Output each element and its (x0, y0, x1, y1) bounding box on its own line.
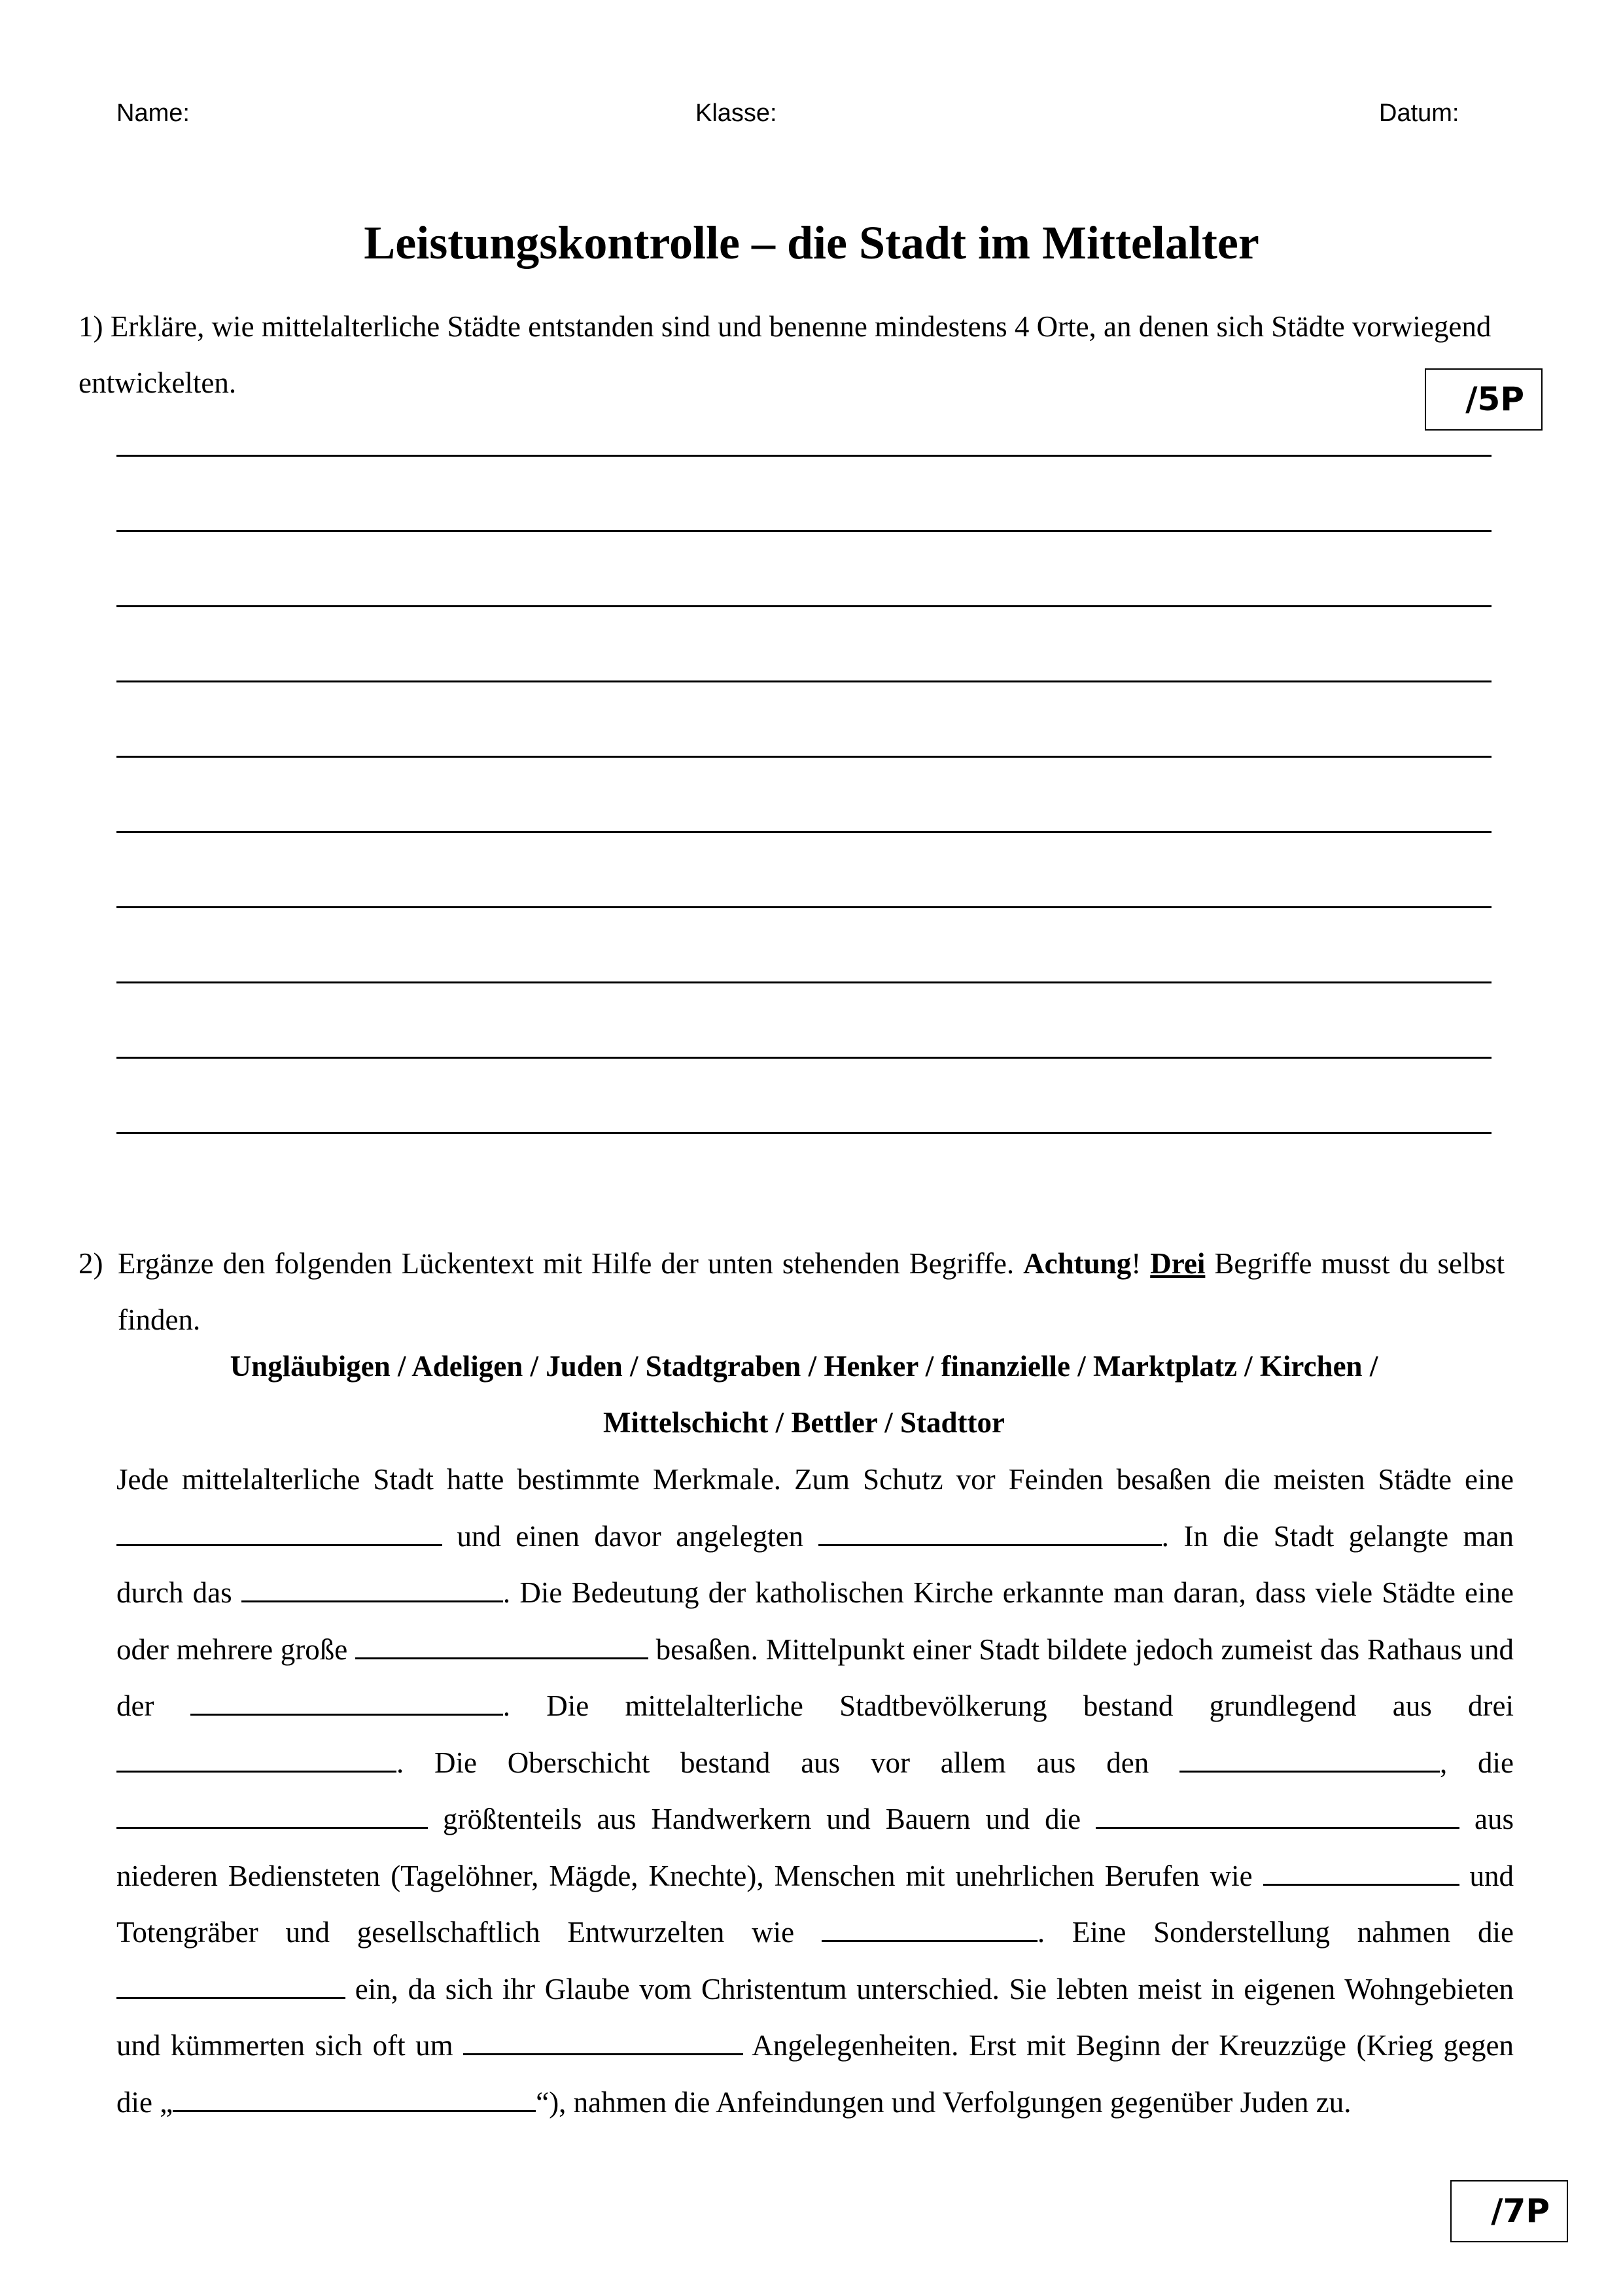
gap-blank-13[interactable] (463, 2028, 743, 2055)
gap-blank-2[interactable] (818, 1519, 1162, 1546)
answer-line[interactable] (116, 1132, 1492, 1134)
gap-blank-5[interactable] (190, 1689, 503, 1716)
worksheet-title: Leistungskontrolle – die Stadt im Mittelalter (364, 217, 1259, 269)
gap-text-segment: aus niederen Bediensteten (Tagelöhner, Mägde, Knechte), Menschen mit unehrlichen Berufen wie (116, 1803, 1514, 1892)
gap-text-segment: . Die Oberschicht bestand aus vor allem aus den (396, 1746, 1149, 1779)
task2-intro-end: Begriffe musst du selbst finden. (118, 1247, 1505, 1336)
gap-blank-1[interactable] (116, 1519, 442, 1546)
gap-text-segment: größtenteils aus Handwerkern und Bauern und die (442, 1803, 1081, 1835)
answer-line[interactable] (116, 1057, 1492, 1059)
word-bank-line-1: Ungläubigen / Adeligen / Juden / Stadtgraben / Henker / finanzielle / Marktplatz / Kirchen / (230, 1350, 1378, 1383)
gap-blank-12[interactable] (116, 1972, 345, 1999)
gap-text-segment: , die (1439, 1746, 1514, 1779)
gap-text-segment: “), nahmen die Anfeindungen und Verfolgungen gegenüber Juden zu. (536, 2085, 1352, 2119)
task2-intro: Ergänze den folgenden Lückentext mit Hilfe der unten stehenden Begriffe. (118, 1247, 1015, 1280)
task1-points-box: /5P (1425, 368, 1543, 431)
gap-text-segment: und einen davor angelegten (457, 1519, 804, 1553)
name-label: Name: (116, 99, 190, 127)
gap-text (116, 1451, 1514, 2130)
gap-text-segment: . Die Bedeutung der katholischen Kirche erkannte man daran, dass viele Städte eine oder mehrere große (116, 1576, 1514, 1666)
gap-text-segment: besaßen. Mittelpunkt einer Stadt bildete jedoch zumeist das Rathaus und der (116, 1633, 1514, 1722)
word-bank-line-2: Mittelschicht / Bettler / Stadttor (602, 1406, 1005, 1439)
class-label: Klasse: (695, 99, 777, 127)
gap-blank-14[interactable] (173, 2085, 536, 2112)
answer-line[interactable] (116, 906, 1492, 908)
answer-line[interactable] (116, 981, 1492, 983)
gap-blank-3[interactable] (241, 1576, 503, 1602)
gap-text-segment: . In die Stadt gelangte man durch das (116, 1519, 1514, 1609)
task1-text: Erkläre, wie mittelalterliche Städte entstanden sind und benenne mindestens 4 Orte, an denen sich Städte vorwiegend entwickelten. (79, 310, 1492, 399)
answer-line[interactable] (116, 831, 1492, 833)
gap-text-segment: Angelegenheiten. Erst mit Beginn der Kreuzzüge (Krieg gegen die (116, 2029, 1514, 2119)
gap-text-segment: . Die mittelalterliche Stadtbevölkerung bestand grundlegend aus drei (502, 1689, 1514, 1722)
task2-instruction (118, 1235, 1505, 1348)
exclamation: ! (1131, 1247, 1142, 1280)
task1-question (79, 298, 1505, 411)
gap-text-segment: Jede mittelalterliche Stadt hatte bestimmte Merkmale. Zum Schutz vor Feinden besaßen die meisten Städte eine (116, 1463, 1514, 1496)
word-bank (116, 1338, 1492, 1451)
answer-line[interactable] (116, 455, 1492, 457)
gap-text-segment: . Eine Sonderstellung nahmen die (1037, 1916, 1514, 1949)
gap-text-segment: ein, da sich ihr Glaube vom Christentum unterschied. Sie lebten meist in eigenen Wohngebieten und kümmerten sich oft um (116, 1972, 1514, 2062)
attention-word: Achtung (1023, 1247, 1132, 1280)
gap-blank-10[interactable] (1263, 1859, 1459, 1886)
task2-question (79, 1235, 1505, 1348)
gap-blank-6[interactable] (116, 1746, 396, 1773)
answer-line[interactable] (116, 680, 1492, 682)
date-label: Datum: (1379, 99, 1459, 127)
gap-text-quote: „ (160, 2085, 173, 2119)
task2-number: 2) (79, 1247, 103, 1280)
gap-blank-9[interactable] (1096, 1802, 1459, 1829)
answer-line[interactable] (116, 605, 1492, 607)
gap-blank-4[interactable] (355, 1633, 648, 1659)
gap-blank-7[interactable] (1179, 1746, 1440, 1773)
gap-blank-8[interactable] (116, 1802, 428, 1829)
gap-blank-11[interactable] (822, 1915, 1038, 1942)
task1-number: 1) (79, 310, 103, 343)
answer-line[interactable] (116, 530, 1492, 532)
gap-text-segment: und Totengräber und gesellschaftlich Entwurzelten wie (116, 1859, 1514, 1949)
three-word: Drei (1150, 1247, 1206, 1280)
task2-points-box: /7P (1450, 2180, 1568, 2242)
answer-line[interactable] (116, 756, 1492, 758)
